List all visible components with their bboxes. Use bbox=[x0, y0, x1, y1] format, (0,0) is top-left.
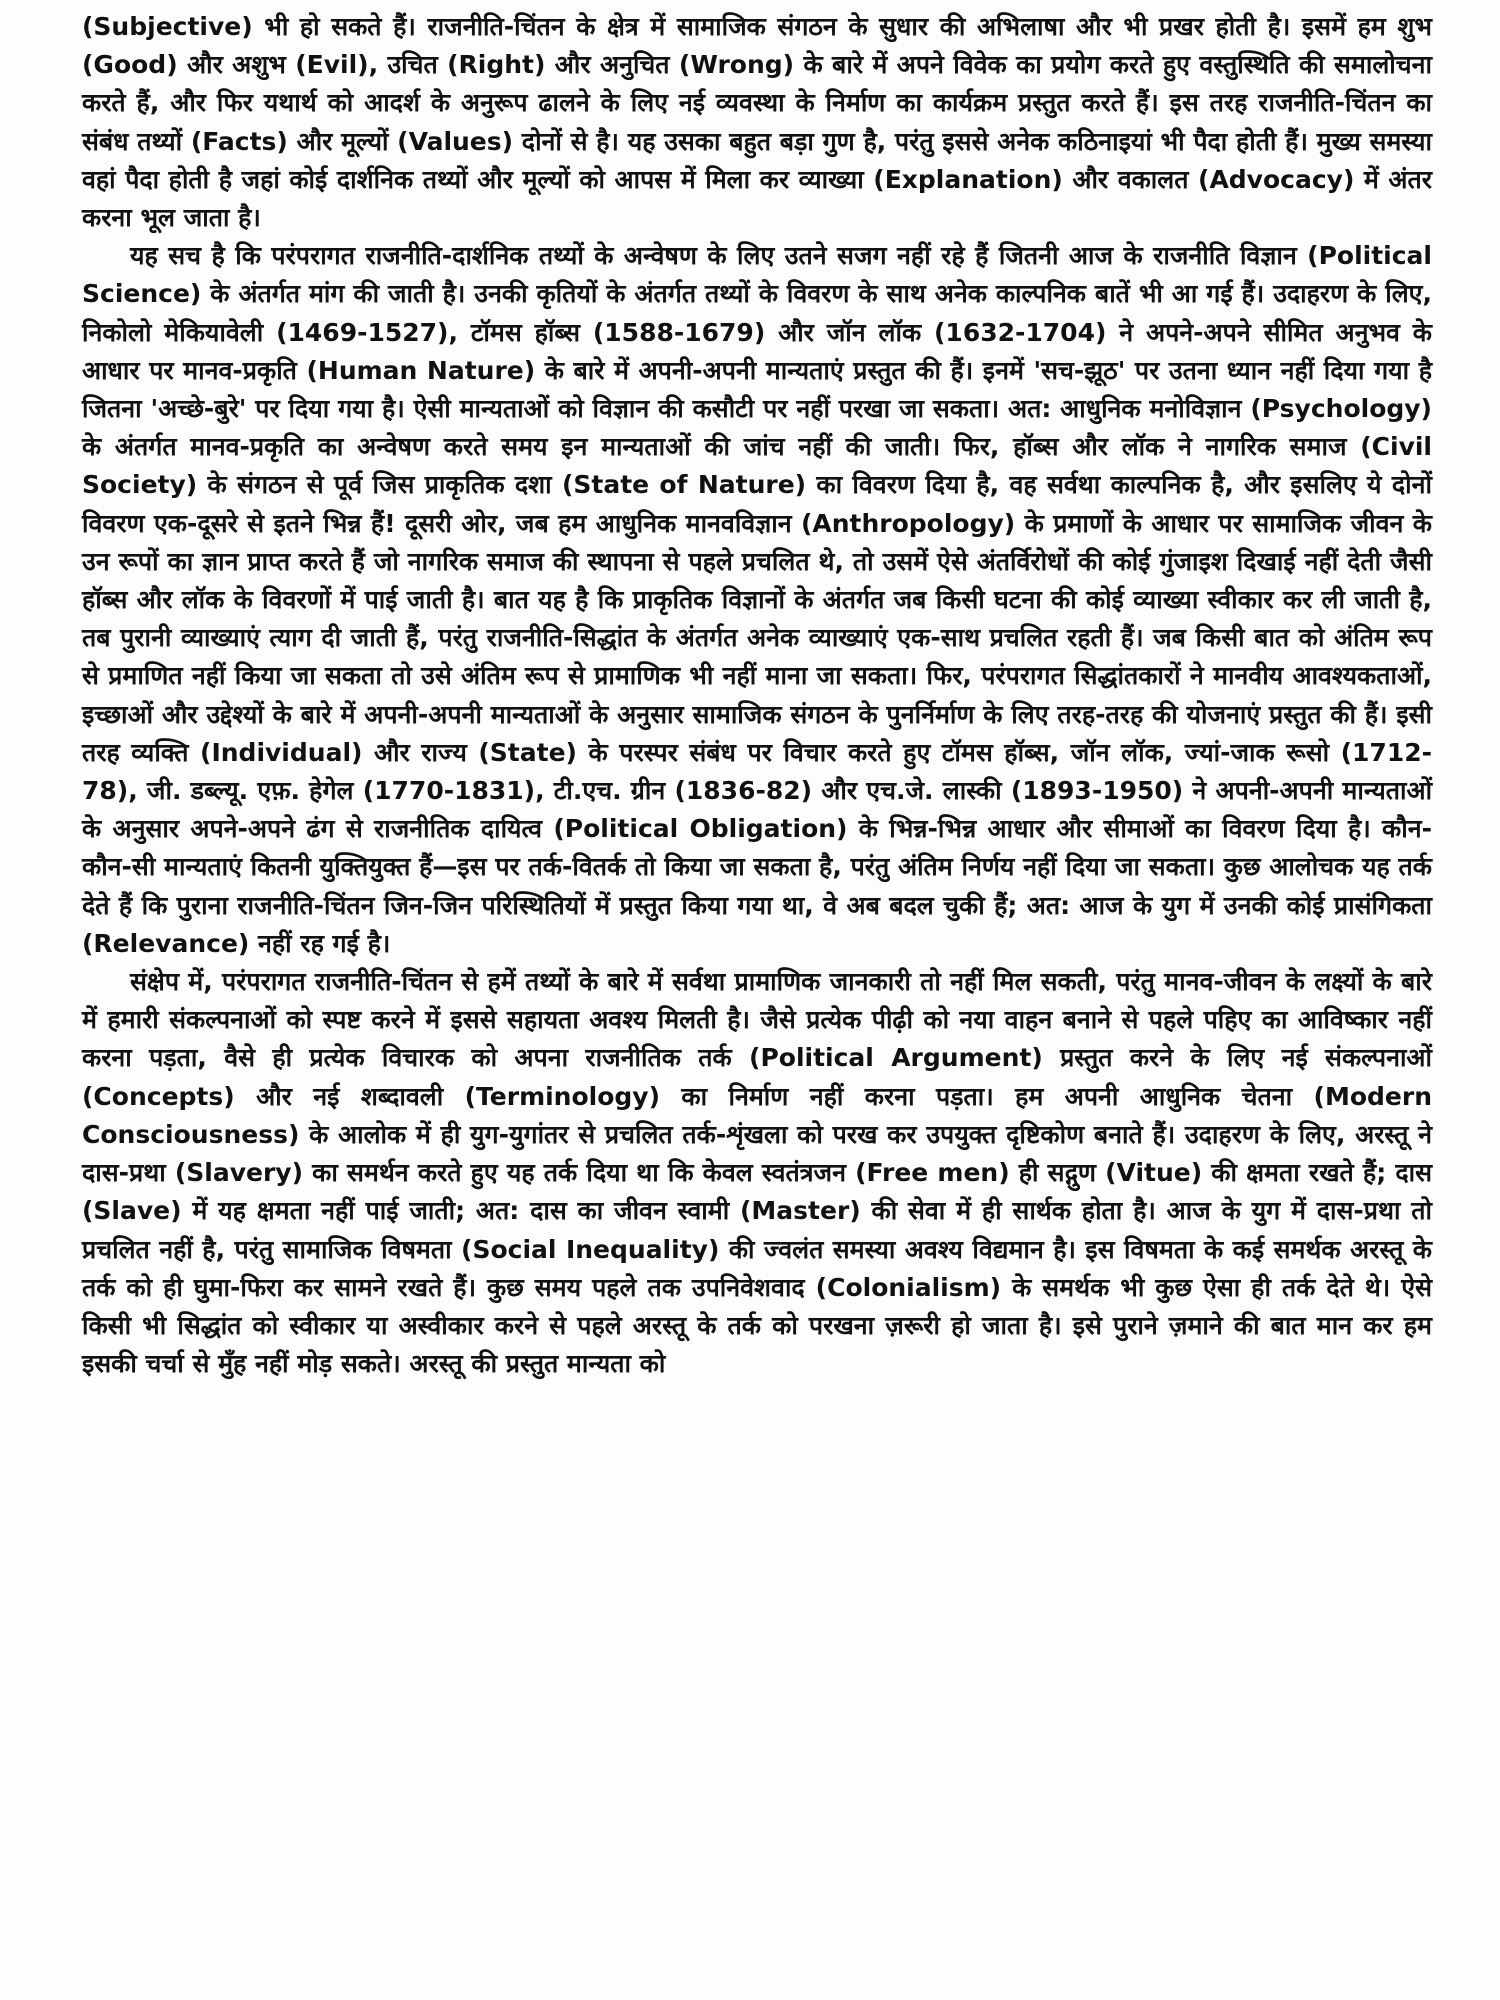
paragraph-2: यह सच है कि परंपरागत राजनीति-दार्शनिक तथ्यों के अन्वेषण के लिए उतने सजग नहीं रहे हैं जितनी आज के राजनीति विज्ञान (Political Science) के अंतर्गत मांग की जाती है। उनकी कृतियों के अंतर्गत तथ्यों के विवरण के साथ अनेक काल्पनिक बातें भी आ गई हैं। उदाहरण के लिए, निकोलो मेकियावेली (1469-1527), टॉमस हॉब्स (1588-1679) और जॉन लॉक (1632-1704) ने अपने-अपने सीमित अनुभव के आधार पर मानव-प्रकृति (Human Nature) के बारे में अपनी-अपनी मान्यताएं प्रस्तुत की हैं। इनमें 'सच-झूठ' पर उतना ध्यान नहीं दिया गया है जितना 'अच्छे-बुरे' पर दिया गया है। ऐसी मान्यताओं को विज्ञान की कसौटी पर नहीं परखा जा सकता। अत: आधुनिक मनोविज्ञान (Psychology) के अंतर्गत मानव-प्रकृति का अन्वेषण करते समय इन मान्यताओं की जांच नहीं की जाती। फिर, हॉब्स और लॉक ने नागरिक समाज (Civil Society) के संगठन से पूर्व जिस प्राकृतिक दशा (State of Nature) का विवरण दिया है, वह सर्वथा काल्पनिक है, और इसलिए ये दोनों विवरण एक-दूसरे से इतने भिन्न हैं! दूसरी ओर, जब हम आधुनिक मानवविज्ञान (Anthropology) के प्रमाणों के आधार पर सामाजिक जीवन के उन रूपों का ज्ञान प्राप्त करते हैं जो नागरिक समाज की स्थापना से पहले प्रचलित थे, तो उसमें ऐसे अंतर्विरोधों की कोई गुंजाइश दिखाई नहीं देती जैसी हॉब्स और लॉक के विवरणों में पाई जाती है। बात यह है कि प्राकृतिक विज्ञानों के अंतर्गत जब किसी घटना की कोई व्याख्या स्वीकार कर ली जाती है, तब पुरानी व्याख्याएं त्याग दी जाती हैं, परंतु राजनीति-सिद्धांत के अंतर्गत अनेक व्याख्याएं एक-साथ प्रचलित रहती हैं। जब किसी बात को अंतिम रूप से प्रमाणित नहीं किया जा सकता तो उसे अंतिम रूप से प्रामाणिक भी नहीं माना जा सकता। फिर, परंपरागत सिद्धांतकारों ने मानवीय आवश्यकताओं, इच्छाओं और उद्देश्यों के बारे में अपनी-अपनी मान्यताओं के अनुसार सामाजिक संगठन के पुनर्निर्माण के लिए तरह-तरह की योजनाएं प्रस्तुत की हैं। इसी तरह व्यक्ति (Individual) और राज्य (State) के परस्पर संबंध पर विचार करते हुए टॉमस हॉब्स, जॉन लॉक, ज्यां-जाक रूसो (1712-78), जी. डब्ल्यू. एफ़. हेगेल (1770-1831), टी.एच. ग्रीन (1836-82) और एच.जे. लास्की (1893-1950) ने अपनी-अपनी मान्यताओं के अनुसार अपने-अपने ढंग से राजनीतिक दायित्व (Political Obligation) के भिन्न-भिन्न आधार और सीमाओं का विवरण दिया है। कौन-कौन-सी मान्यताएं कितनी युक्तियुक्त हैं—इस पर तर्क-वितर्क तो किया जा सकता है, परंतु अंतिम निर्णय नहीं दिया जा सकता। कुछ आलोचक यह तर्क देते हैं कि पुराना राजनीति-चिंतन जिन-जिन परिस्थितियों में प्रस्तुत किया गया था, वे अब बदल चुकी हैं; अत: आज के युग में उनकी कोई प्रासंगिकता (Relevance) नहीं रह गई है। bbox=[82, 241, 1432, 958]
paragraph-3: संक्षेप में, परंपरागत राजनीति-चिंतन से हमें तथ्यों के बारे में सर्वथा प्रामाणिक जानकारी तो नहीं मिल सकती, परंतु मानव-जीवन के लक्ष्यों के बारे में हमारी संकल्पनाओं को स्पष्ट करने में इससे सहायता अवश्य मिलती है। जैसे प्रत्येक पीढ़ी को नया वाहन बनाने से पहले पहिए का आविष्कार नहीं करना पड़ता, वैसे ही प्रत्येक विचारक को अपना राजनीतिक तर्क (Political Argument) प्रस्तुत करने के लिए नई संकल्पनाओं (Concepts) और नई शब्दावली (Terminology) का निर्माण नहीं करना पड़ता। हम अपनी आधुनिक चेतना (Modern Consciousness) के आलोक में ही युग-युगांतर से प्रचलित तर्क-शृंखला को परख कर उपयुक्त दृष्टिकोण बनाते हैं। उदाहरण के लिए, अरस्तू ने दास-प्रथा (Slavery) का समर्थन करते हुए यह तर्क दिया था कि केवल स्वतंत्रजन (Free men) ही सद्गुण (Vitue) की क्षमता रखते हैं; दास (Slave) में यह क्षमता नहीं पाई जाती; अत: दास का जीवन स्वामी (Master) की सेवा में ही सार्थक होता है। आज के युग में दास-प्रथा तो प्रचलित नहीं है, परंतु सामाजिक विषमता (Social Inequality) की ज्वलंत समस्या अवश्य विद्यमान है। इस विषमता के कई समर्थक अरस्तू के तर्क को ही घुमा-फिरा कर सामने रखते हैं। कुछ समय पहले तक उपनिवेशवाद (Colonialism) के समर्थक भी कुछ ऐसा ही तर्क देते थे। ऐसे किसी भी सिद्धांत को स्वीकार या अस्वीकार करने से पहले अरस्तू के तर्क को परखना ज़रूरी हो जाता है। इसे पुराने ज़माने की बात मान कर हम इसकी चर्चा से मुँह नहीं मोड़ सकते। अरस्तू की प्रस्तुत मान्यता को bbox=[82, 967, 1432, 1379]
body-text bbox=[82, 8, 1432, 1383]
paragraph-1: (Subjective) भी हो सकते हैं। राजनीति-चिंतन के क्षेत्र में सामाजिक संगठन के सुधार की अभिलाषा और भी प्रखर होती है। इसमें हम शुभ (Good) और अशुभ (Evil), उचित (Right) और अनुचित (Wrong) के बारे में अपने विवेक का प्रयोग करते हुए वस्तुस्थिति की समालोचना करते हैं, और फिर यथार्थ को आदर्श के अनुरूप ढालने के लिए नई व्यवस्था के निर्माण का कार्यक्रम प्रस्तुत करते हैं। इस तरह राजनीति-चिंतन का संबंध तथ्यों (Facts) और मूल्यों (Values) दोनों से है। यह उसका बहुत बड़ा गुण है, परंतु इससे अनेक कठिनाइयां भी पैदा होती हैं। मुख्य समस्या वहां पैदा होती है जहां कोई दार्शनिक तथ्यों और मूल्यों को आपस में मिला कर व्याख्या (Explanation) और वकालत (Advocacy) में अंतर करना भूल जाता है। bbox=[82, 12, 1432, 233]
